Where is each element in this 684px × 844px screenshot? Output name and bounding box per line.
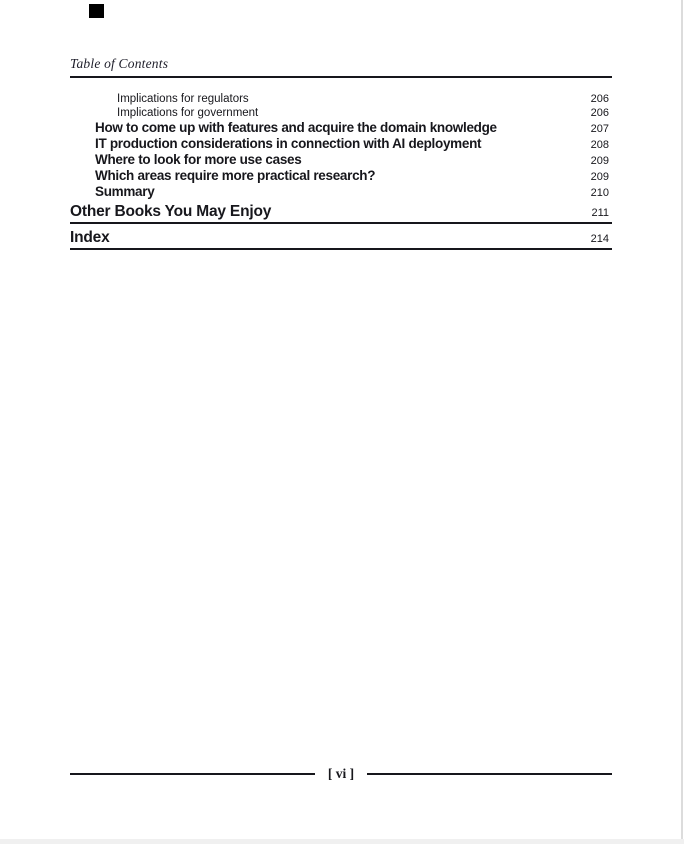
toc-entry[interactable] <box>70 106 612 120</box>
toc-entry-page-number: 206 <box>590 107 609 119</box>
toc-entry-page-number: 214 <box>590 233 609 245</box>
toc-entry-label: Where to look for more use cases <box>95 152 302 167</box>
page-corner-mark <box>89 4 104 18</box>
footer-page-number: [ vi ] <box>327 766 355 781</box>
toc-entry[interactable] <box>70 92 612 106</box>
toc-entry-label: Index <box>70 229 110 246</box>
footer-rule-right <box>367 773 612 775</box>
toc-entry-label: Which areas require more practical research? <box>95 168 376 183</box>
running-header <box>70 55 612 78</box>
toc-entry-page-number: 211 <box>591 207 609 219</box>
toc-entry-label: IT production considerations in connection with AI deployment <box>95 136 482 151</box>
toc-entry-label: Implications for government <box>117 107 259 119</box>
footer-rule-left <box>70 773 315 775</box>
toc-entry[interactable] <box>70 152 612 168</box>
toc-entry-page-number: 207 <box>590 123 609 135</box>
toc-list <box>70 92 612 250</box>
toc-entry-label: Implications for regulators <box>117 93 249 105</box>
toc-entry-page-number: 206 <box>590 93 609 105</box>
toc-entry-page-number: 209 <box>590 171 609 183</box>
page-edge-bottom <box>0 839 684 844</box>
toc-entry[interactable] <box>70 120 612 136</box>
page-footer <box>70 766 612 781</box>
toc-entry-label: How to come up with features and acquire the domain knowledge <box>95 120 497 135</box>
toc-entry[interactable] <box>70 136 612 152</box>
toc-entry[interactable] <box>70 204 612 224</box>
toc-entry[interactable] <box>70 230 612 250</box>
toc-entry-page-number: 209 <box>590 155 609 167</box>
toc-entry-page-number: 208 <box>590 139 609 151</box>
toc-entry-page-number: 210 <box>590 187 609 199</box>
toc-entry[interactable] <box>70 168 612 184</box>
page-edge-right <box>681 0 683 844</box>
toc-entry[interactable] <box>70 184 612 200</box>
toc-entry-label: Summary <box>95 184 155 199</box>
toc-entry-label: Other Books You May Enjoy <box>70 203 272 220</box>
running-header-title: Table of Contents <box>70 56 169 71</box>
